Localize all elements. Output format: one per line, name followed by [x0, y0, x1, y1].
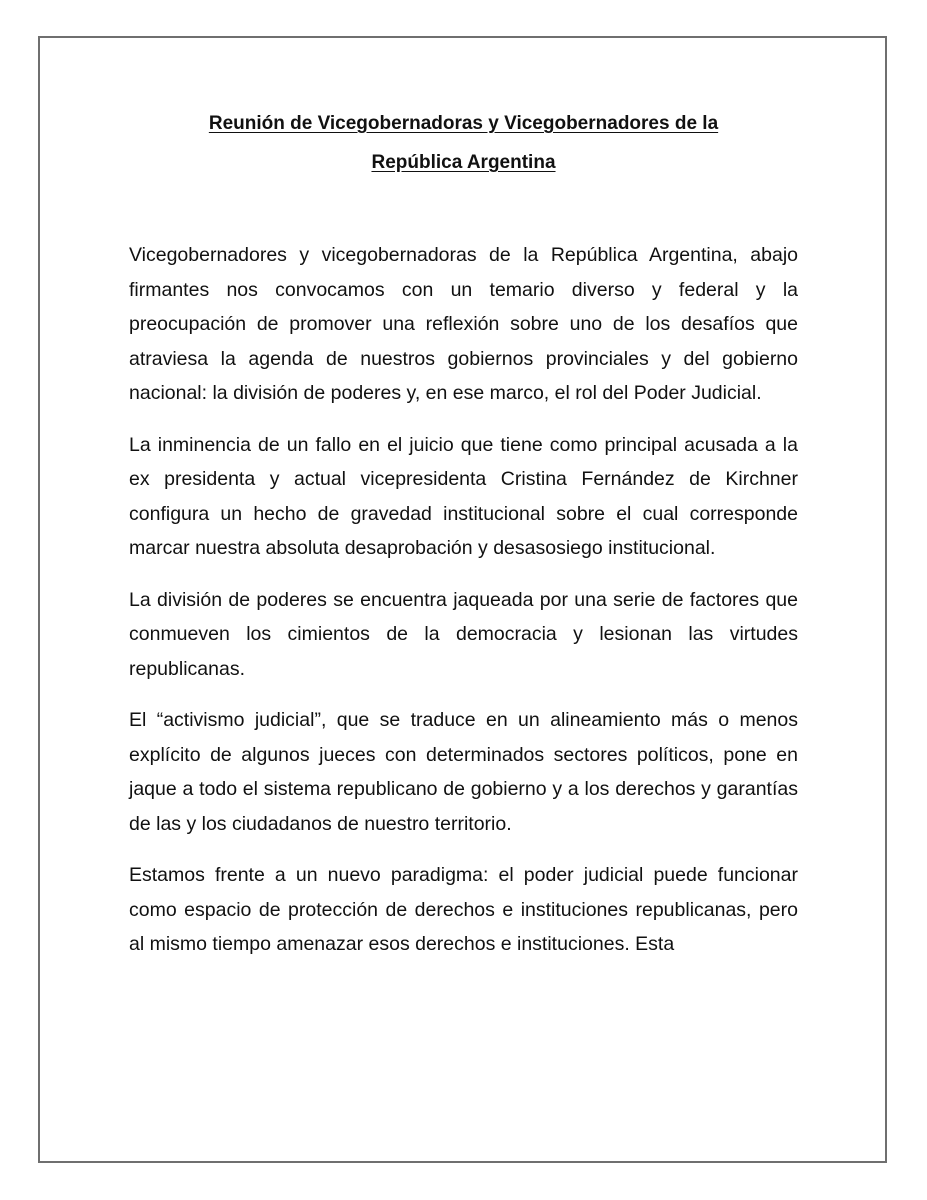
- paragraph-5: Estamos frente a un nuevo paradigma: el poder judicial puede funcionar como espacio de protección de derechos e instituciones republicanas, pero al mismo tiempo amenazar esos derechos e instituciones. Esta: [129, 864, 798, 955]
- paragraph-1: Vicegobernadores y vicegobernadoras de la República Argentina, abajo firmantes nos convocamos con un temario diverso y federal y la preocupación de promover una reflexión sobre uno de los desafíos que atraviesa la agenda de nuestros gobiernos provinciales y del gobierno nacional: la división de poderes y, en ese marco, el rol del Poder Judicial.: [129, 244, 798, 404]
- paragraph-2: La inminencia de un fallo en el juicio que tiene como principal acusada a la ex presidenta y actual vicepresidenta Cristina Fernández de Kirchner configura un hecho de gravedad institucional sobre el cual corresponde marcar nuestra absoluta desaprobación y desasosiego institucional.: [129, 433, 798, 559]
- title-line-2: República Argentina: [371, 152, 556, 173]
- document-title: [60, 104, 867, 182]
- paragraph-3: La división de poderes se encuentra jaqueada por una serie de factores que conmueven los cimientos de la democracia y lesionan las virtudes republicanas.: [129, 588, 798, 680]
- title-line-1: Reunión de Vicegobernadoras y Vicegobernadores de la: [208, 113, 719, 134]
- document-body: [129, 238, 798, 979]
- paragraph-4: El “activismo judicial”, que se traduce en un alineamiento más o menos explícito de algunos jueces con determinados sectores políticos, pone en jaque a todo el sistema republicano de gobierno y a los derechos y garantías de las y los ciudadanos de nuestro territorio.: [129, 709, 798, 835]
